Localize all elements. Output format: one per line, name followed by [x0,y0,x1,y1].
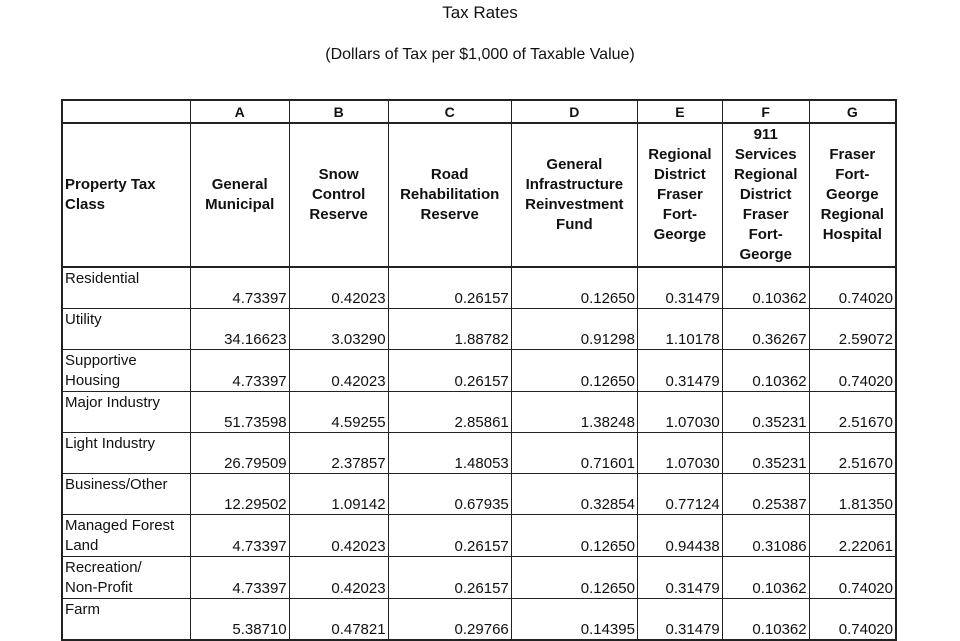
tax-rate-cell: 0.91298 [511,309,637,350]
text-line: Light Industry [65,435,156,452]
table-body [62,267,896,640]
tax-rate-cell: 0.10362 [722,267,809,309]
column-letter: A [190,100,289,123]
text-line: Reinvestment [525,196,624,213]
tax-rate-cell: 0.10362 [722,350,809,392]
column-header [809,123,896,267]
tax-rate-cell: 4.73397 [190,350,289,392]
table-row [62,267,896,309]
text-line: Class [65,196,106,213]
tax-rate-cell: 0.26157 [388,515,511,557]
tax-rate-cell: 0.31479 [637,599,722,641]
table-row [62,515,896,557]
tax-rate-cell: 4.73397 [190,515,289,557]
table-row [62,433,896,474]
text-line: Regional [648,146,712,163]
tax-rate-cell: 12.29502 [190,474,289,515]
tax-rate-cell: 0.12650 [511,350,637,392]
text-line: Fort- [662,206,697,223]
property-class-label [62,474,190,515]
text-line: Utility [65,311,102,328]
tax-rate-cell: 0.74020 [809,599,896,641]
tax-rate-cell: 0.26157 [388,557,511,599]
text-line: Reserve [420,206,479,223]
tax-rate-cell: 1.09142 [289,474,388,515]
tax-rate-cell: 0.94438 [637,515,722,557]
text-line: Business/Other [65,476,168,493]
tax-rate-cell: 3.03290 [289,309,388,350]
tax-rate-cell: 0.74020 [809,557,896,599]
tax-rate-cell: 0.10362 [722,599,809,641]
property-class-label [62,433,190,474]
property-class-label [62,557,190,599]
property-class-label [62,267,190,309]
text-line: Farm [65,601,100,618]
text-line: Recreation/ [65,559,142,576]
column-header [388,123,511,267]
tax-rate-cell: 1.81350 [809,474,896,515]
tax-rate-cell: 0.42023 [289,350,388,392]
text-line: Major Industry [65,394,161,411]
table-row [62,474,896,515]
tax-rate-cell: 0.42023 [289,515,388,557]
text-line: Fund [556,216,593,233]
page-title: Tax Rates [442,3,518,22]
tax-rate-cell: 0.31479 [637,267,722,309]
property-class-label [62,350,190,392]
tax-rate-cell: 2.51670 [809,433,896,474]
text-line: George [653,226,707,243]
tax-rate-cell: 0.14395 [511,599,637,641]
column-header [511,123,637,267]
tax-rate-cell: 0.74020 [809,350,896,392]
column-header [289,123,388,267]
column-letter: D [511,100,637,123]
tax-rate-cell: 2.85861 [388,392,511,433]
tax-rate-cell: 0.35231 [722,392,809,433]
tax-rate-cell: 0.36267 [722,309,809,350]
column-letter: G [809,100,896,123]
tax-rate-cell: 0.29766 [388,599,511,641]
tax-rate-cell: 0.26157 [388,350,511,392]
tax-rate-cell: 2.22061 [809,515,896,557]
tax-rate-cell: 0.25387 [722,474,809,515]
table-row [62,392,896,433]
text-line: Fraser [742,206,789,223]
tax-rate-cell: 34.16623 [190,309,289,350]
tax-rate-cell: 2.51670 [809,392,896,433]
column-header [637,123,722,267]
tax-rate-cell: 51.73598 [190,392,289,433]
table-row [62,557,896,599]
text-line: Property Tax [65,176,156,193]
tax-rate-cell: 0.42023 [289,267,388,309]
text-line: Fort- [748,226,783,243]
property-class-label [62,392,190,433]
tax-rate-cell: 4.73397 [190,557,289,599]
text-line: Reserve [309,206,368,223]
tax-rate-cell: 0.31479 [637,557,722,599]
table-row [62,309,896,350]
text-line: Snow [318,166,359,183]
column-letter: C [388,100,511,123]
text-line: General [211,176,268,193]
tax-rate-cell: 0.26157 [388,267,511,309]
column-header [722,123,809,267]
text-line: Hospital [822,226,882,243]
text-line: District [739,186,792,203]
text-line: Supportive [65,352,137,369]
text-line: Control [311,186,366,203]
tax-rate-cell: 2.37857 [289,433,388,474]
text-line: George [739,246,792,263]
text-line: Fort- [835,166,870,183]
tax-rate-cell: 4.59255 [289,392,388,433]
text-line: District [654,166,706,183]
tax-rate-cell: 0.67935 [388,474,511,515]
tax-rate-cell: 1.48053 [388,433,511,474]
text-line: Housing [65,372,121,389]
text-line: Non-Profit [65,579,133,596]
text-line: Rehabilitation [400,186,500,203]
text-line: Municipal [205,196,275,213]
tax-rate-cell: 0.42023 [289,557,388,599]
text-line: George [826,186,879,203]
column-letter: B [289,100,388,123]
property-class-label [62,515,190,557]
tax-rate-cell: 0.31479 [637,350,722,392]
tax-rate-cell: 1.10178 [637,309,722,350]
tax-rate-cell: 1.07030 [637,433,722,474]
text-line: Road [430,166,469,183]
text-line: General [546,156,603,173]
tax-rate-cell: 0.10362 [722,557,809,599]
tax-rate-cell: 1.38248 [511,392,637,433]
tax-rate-cell: 1.07030 [637,392,722,433]
property-class-label [62,309,190,350]
tax-rate-cell: 2.59072 [809,309,896,350]
column-letter: E [637,100,722,123]
text-line: Fraser [656,186,703,203]
property-class-label [62,599,190,641]
tax-rate-cell: 5.38710 [190,599,289,641]
text-line: Residential [65,270,140,287]
text-line: Services [734,146,797,163]
tax-rate-cell: 0.32854 [511,474,637,515]
text-line: Infrastructure [525,176,624,193]
column-letter: F [722,100,809,123]
tax-rate-cell: 0.31086 [722,515,809,557]
table-row [62,350,896,392]
column-header [190,123,289,267]
text-line: Land [65,537,99,554]
page-subtitle: (Dollars of Tax per $1,000 of Taxable Value) [325,46,635,63]
tax-rate-cell: 0.12650 [511,515,637,557]
tax-rate-cell: 0.47821 [289,599,388,641]
tax-rate-cell: 0.35231 [722,433,809,474]
text-line: Regional [734,166,798,183]
tax-rate-cell: 0.71601 [511,433,637,474]
tax-rate-cell: 0.12650 [511,267,637,309]
tax-rate-cell: 0.74020 [809,267,896,309]
tax-rate-cell: 4.73397 [190,267,289,309]
tax-rate-cell: 0.77124 [637,474,722,515]
column-letter [62,100,190,123]
property-tax-class-header [62,123,190,267]
text-line: Fraser [829,146,876,163]
column-letter-row [62,100,896,123]
text-line: 911 [753,126,778,143]
tax-rate-cell: 1.88782 [388,309,511,350]
column-header-row [62,123,896,267]
tax-rates-table [61,99,897,641]
text-line: Regional [820,206,884,223]
table-row [62,599,896,641]
tax-rate-cell: 0.12650 [511,557,637,599]
tax-rate-cell: 26.79509 [190,433,289,474]
text-line: Managed Forest [65,517,175,534]
